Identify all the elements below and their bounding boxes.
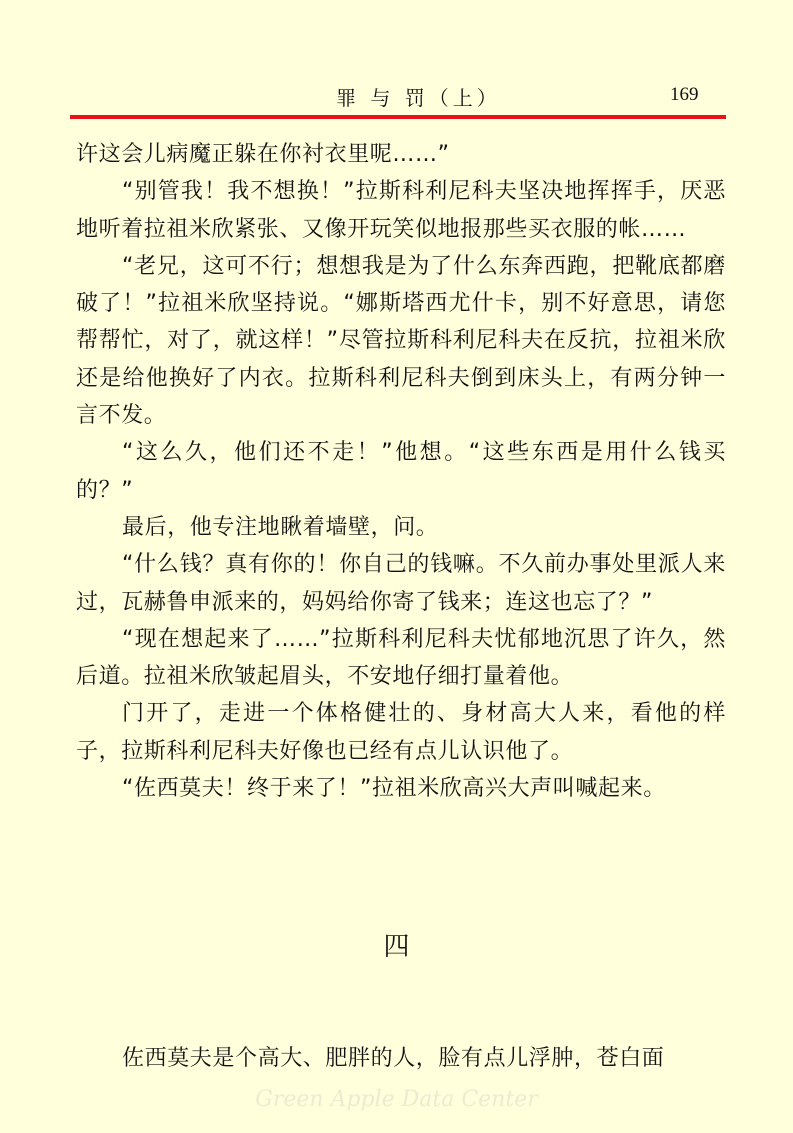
paragraph: 许这会儿病魔正躲在你衬衣里呢……” <box>76 142 450 167</box>
paragraph: 佐西莫夫是个高大、肥胖的人，脸有点儿浮肿，苍白面 <box>122 1046 665 1071</box>
watermark: Green Apple Data Center <box>255 1087 538 1112</box>
chapter-heading: 四 <box>383 932 410 962</box>
paragraph: “老兄，这可不行；想想我是为了什么东奔西跑，把靴底都磨破了！”拉祖米欣坚持说。“娜斯塔西尤什卡，别不好意思，请您帮帮忙，对了，就这样！”尽管拉斯科利尼科夫在反抗，拉祖米欣还是给他换好了内衣。拉斯科利尼科夫倒到床头上，有两分钟一言不发。 <box>76 253 726 429</box>
paragraph: 最后，他专注地瞅着墙壁，问。 <box>122 514 439 540</box>
paragraph: “这么久，他们还不走！”他想。“这些东西是用什么钱买的？” <box>76 440 726 503</box>
paragraph: “现在想起来了……”拉斯科利尼科夫忧郁地沉思了许久，然后道。拉祖米欣皱起眉头，不安地仔细打量着他。 <box>76 626 726 690</box>
page-header <box>70 78 726 114</box>
tail-text <box>76 1040 726 1077</box>
running-title: 罪 与 罚（上） <box>336 86 501 110</box>
paragraph: 门开了，走进一个体格健壮的、身材高大人来，看他的样子，拉斯科利尼科夫好像也已经有点儿认识他了。 <box>76 701 726 764</box>
header-rule <box>70 115 726 119</box>
paragraph: “什么钱？真有你的！你自己的钱嘛。不久前办事处里派人来过，瓦赫鲁申派来的，妈妈给你寄了钱来；连这也忘了？” <box>76 552 726 615</box>
page-number: 169 <box>670 84 699 105</box>
paragraph: “佐西莫夫！终于来了！”拉祖米欣高兴大声叫喊起来。 <box>122 776 666 802</box>
paragraph: “别管我！我不想换！”拉斯科利尼科夫坚决地挥挥手，厌恶地听着拉祖米欣紧张、又像开玩笑似地报那些买衣服的帐…… <box>76 179 726 242</box>
body-text <box>76 136 726 807</box>
